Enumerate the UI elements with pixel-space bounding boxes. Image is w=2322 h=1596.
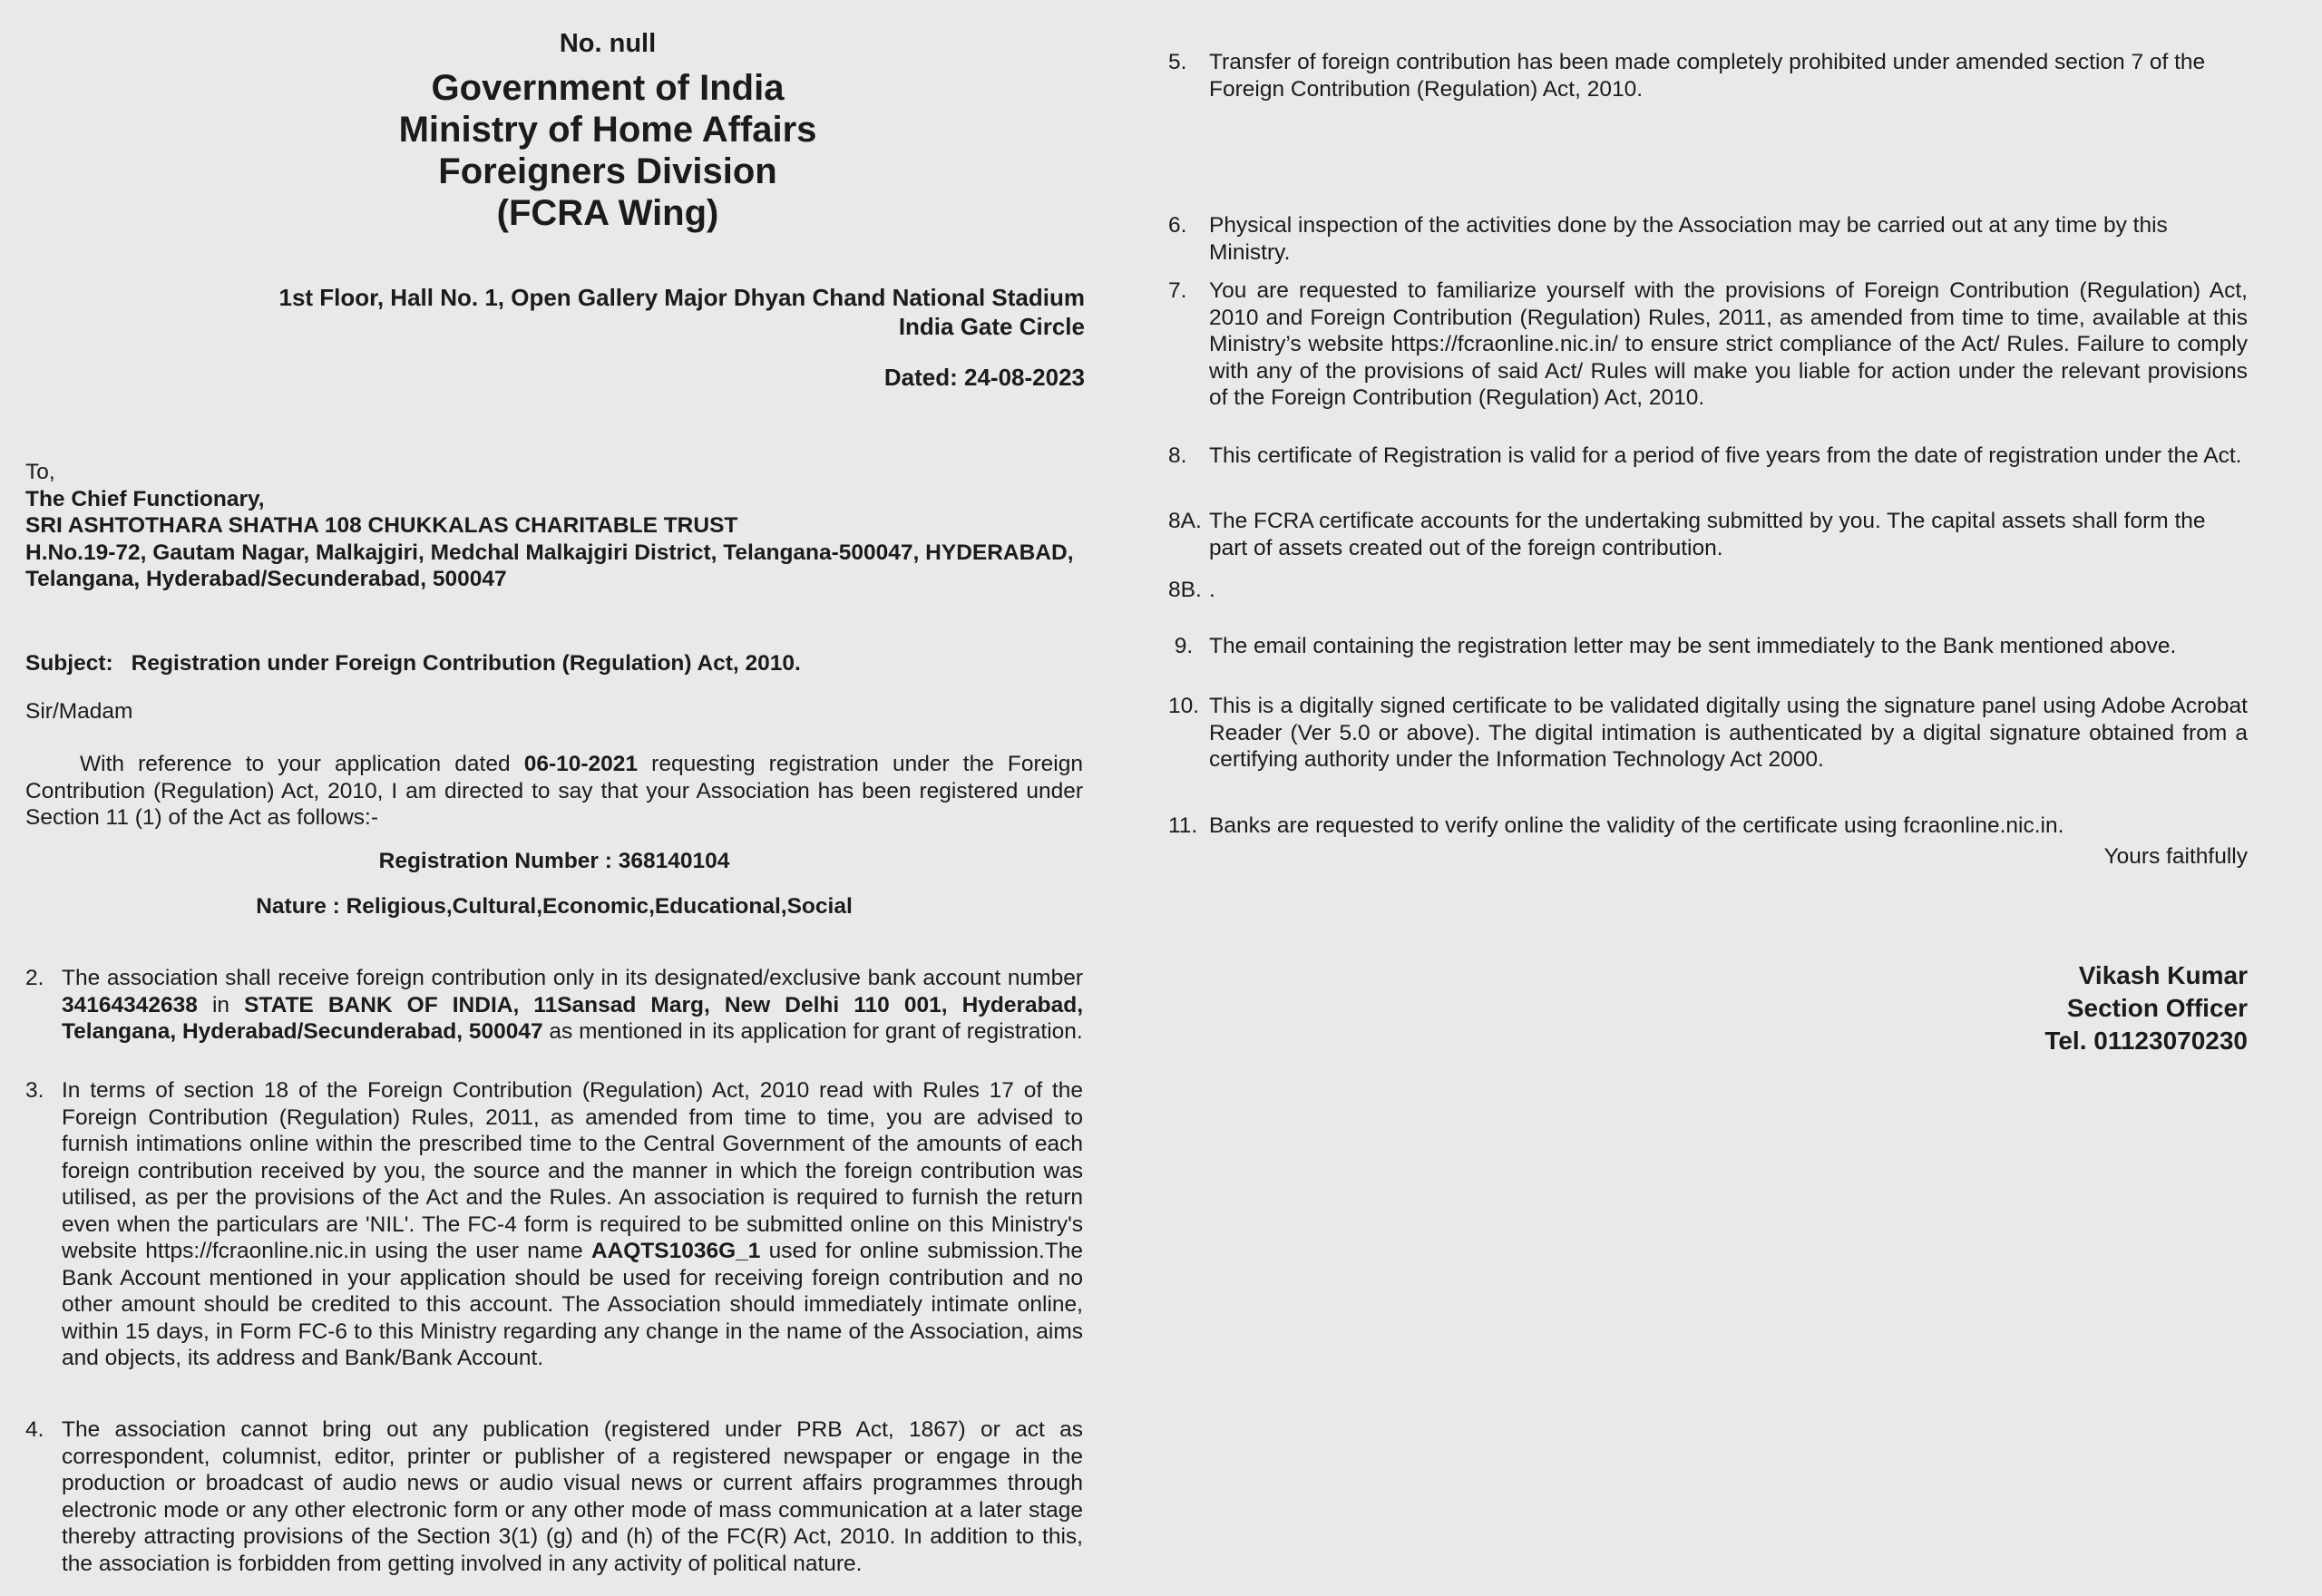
signature-phone: Tel. 01123070230 (2044, 1027, 2248, 1055)
nature-line: Nature : Religious,Cultural,Economic,Educational,Social (256, 894, 853, 919)
intro-paragraph (25, 751, 1083, 832)
numbered-item-2 (25, 965, 1083, 1046)
item-number: 9. (1168, 634, 1194, 658)
signature-title: Section Officer (2066, 994, 2248, 1022)
intro-paragraph-text: With reference to your application dated 06-10-2021 requesting registration under the Foreign Contribution (Regulation) Act, 2010, I am directed to say that your Association has been registered under Section 11 (1) of the Act as follows:- (25, 752, 1084, 830)
subject-text: Registration under Foreign Contribution (Regulation) Act, 2010. (131, 651, 801, 676)
office-address-line-1: 1st Floor, Hall No. 1, Open Gallery Major Dhyan Chand National Stadium (278, 284, 1085, 311)
item-number: 8. (1168, 443, 1187, 468)
numbered-item-8A (1168, 508, 2248, 561)
numbered-item-5 (1168, 49, 2248, 102)
subject-label: Subject: (25, 651, 113, 676)
date-line: Dated: 24-08-2023 (883, 364, 1085, 391)
recipient-block (25, 459, 1083, 593)
ref-number: No. null (559, 29, 657, 58)
subject-line (25, 650, 1083, 677)
item-number: 4. (25, 1417, 44, 1442)
recipient-functionary: The Chief Functionary, (25, 486, 265, 511)
numbered-item-3 (25, 1077, 1083, 1372)
org-title (23, 67, 1193, 234)
numbered-item-9 (1168, 633, 2248, 660)
recipient-org-name: SRI ASHTOTHARA SHATHA 108 CHUKKALAS CHARITABLE TRUST (25, 513, 738, 538)
item-number: 8B. (1168, 578, 1202, 602)
item-number: 3. (25, 1078, 44, 1103)
item-number: 5. (1168, 50, 1187, 74)
org-title-line-4: (FCRA Wing) (496, 193, 719, 233)
item-text: In terms of section 18 of the Foreign Contribution (Regulation) Act, 2010 read with Rules 17 of the Foreign Contribution (Regulation) Rules, 2011, as amended from time to time, you are advised to furnish intimations online within the prescribed time to the Central Government of the amounts of each foreign contribution received by you, the source and the manner in which the foreign contribution was utilised, as per the provisions of the Act and the Rules. An association is required to furnish the return even when the particulars are 'NIL'. The FC-4 form is required to be submitted online on this Ministry's website https://fcraonline.nic.in using the user name AAQTS1036G_1 used for online submission.The Bank Account mentioned in your application should be used for receiving foreign contribution and no other amount should be credited to this account. The Association should immediately intimate online, within 15 days, in Form FC-6 to this Ministry regarding any change in the name of the Association, aims and objects, its address and Bank/Bank Account. (62, 1078, 1083, 1370)
item-text: You are requested to familiarize yourself with the provisions of Foreign Contribution (Regulation) Act, 2010 and Foreign Contribution (Regulation) Rules, 2011, as amended from time to time, available at this Ministry’s website https://fcraonline.nic.in/ to ensure strict compliance of the Act/ Rules. Failure to comply with any of the provisions of said Act/ Rules will make you liable for action under the relevant provisions of the Foreign Contribution (Regulation) Act, 2010. (1209, 278, 2248, 410)
item-text: This certificate of Registration is valid for a period of five years from the date of registration under the Act. (1209, 443, 2242, 468)
numbered-item-7 (1168, 277, 2248, 412)
item-number: 10. (1168, 694, 1200, 718)
numbered-item-8B (1168, 577, 2248, 604)
numbered-item-6 (1168, 212, 2248, 266)
office-address (23, 283, 1085, 341)
recipient-address-line-1: H.No.19-72, Gautam Nagar, Malkajgiri, Medchal Malkajgiri District, Telangana-500047, HYDERABAD, (25, 540, 1074, 565)
item-number: 11. (1168, 813, 1198, 838)
numbered-item-11 (1168, 813, 2248, 840)
numbered-item-10 (1168, 693, 2248, 774)
signature-block (1168, 959, 2248, 1057)
item-text: The email containing the registration letter may be sent immediately to the Bank mentioned above. (1209, 634, 2177, 658)
item-text: The association cannot bring out any publication (registered under PRB Act, 1867) or act as correspondent, columnist, editor, printer or publisher of a registered newspaper or engage in the production or broadcast of audio news or audio visual news or current affairs programmes through electronic mode or any other electronic form or any other mode of mass communication at a later stage thereby attracting provisions of the Section 3(1) (g) and (h) of the FC(R) Act, 2010. In addition to this, the association is forbidden from getting involved in any activity of political nature. (62, 1417, 1083, 1576)
org-title-line-2: Ministry of Home Affairs (398, 110, 817, 150)
numbered-item-8 (1168, 443, 2248, 470)
item-number: 7. (1168, 278, 1187, 303)
numbered-item-4 (25, 1416, 1083, 1577)
item-number: 2. (25, 966, 44, 990)
item-text: Banks are requested to verify online the validity of the certificate using fcraonline.nic.in. (1209, 813, 2064, 838)
signature-name: Vikash Kumar (2078, 961, 2248, 989)
recipient-address-line-2: Telangana, Hyderabad/Secunderabad, 500047 (25, 567, 507, 591)
item-text: . (1209, 578, 1215, 602)
office-address-line-2: India Gate Circle (898, 313, 1085, 340)
item-number: 6. (1168, 213, 1187, 238)
item-text: The FCRA certificate accounts for the undertaking submitted by you. The capital assets shall form the part of assets created out of the foreign contribution. (1209, 509, 2206, 560)
recipient-to: To, (25, 460, 55, 484)
salutation: Sir/Madam (25, 699, 133, 724)
item-text: Transfer of foreign contribution has been made completely prohibited under amended section 7 of the Foreign Contribution (Regulation) Act, 2010. (1209, 50, 2206, 102)
item-text: The association shall receive foreign contribution only in its designated/exclusive bank account number 34164342638 in STATE BANK OF INDIA, 11Sansad Marg, New Delhi 110 001, Hyderabad, Telangana, Hyderabad/Secunderabad, 500047 as mentioned in its application for grant of registration. (62, 966, 1084, 1044)
item-text: Physical inspection of the activities done by the Association may be carried out at any time by this Ministry. (1209, 213, 2168, 265)
org-title-line-1: Government of India (431, 68, 785, 108)
item-text: This is a digitally signed certificate to be validated digitally using the signature panel using Adobe Acrobat Reader (Ver 5.0 or above). The digital intimation is authenticated by a digital signature obtained from a certifying authority under the Information Technology Act 2000. (1209, 694, 2248, 772)
item-number: 8A. (1168, 509, 1202, 533)
registration-number-line: Registration Number : 368140104 (378, 849, 730, 873)
org-title-line-3: Foreigners Division (438, 151, 777, 191)
closing-line: Yours faithfully (2103, 844, 2248, 869)
